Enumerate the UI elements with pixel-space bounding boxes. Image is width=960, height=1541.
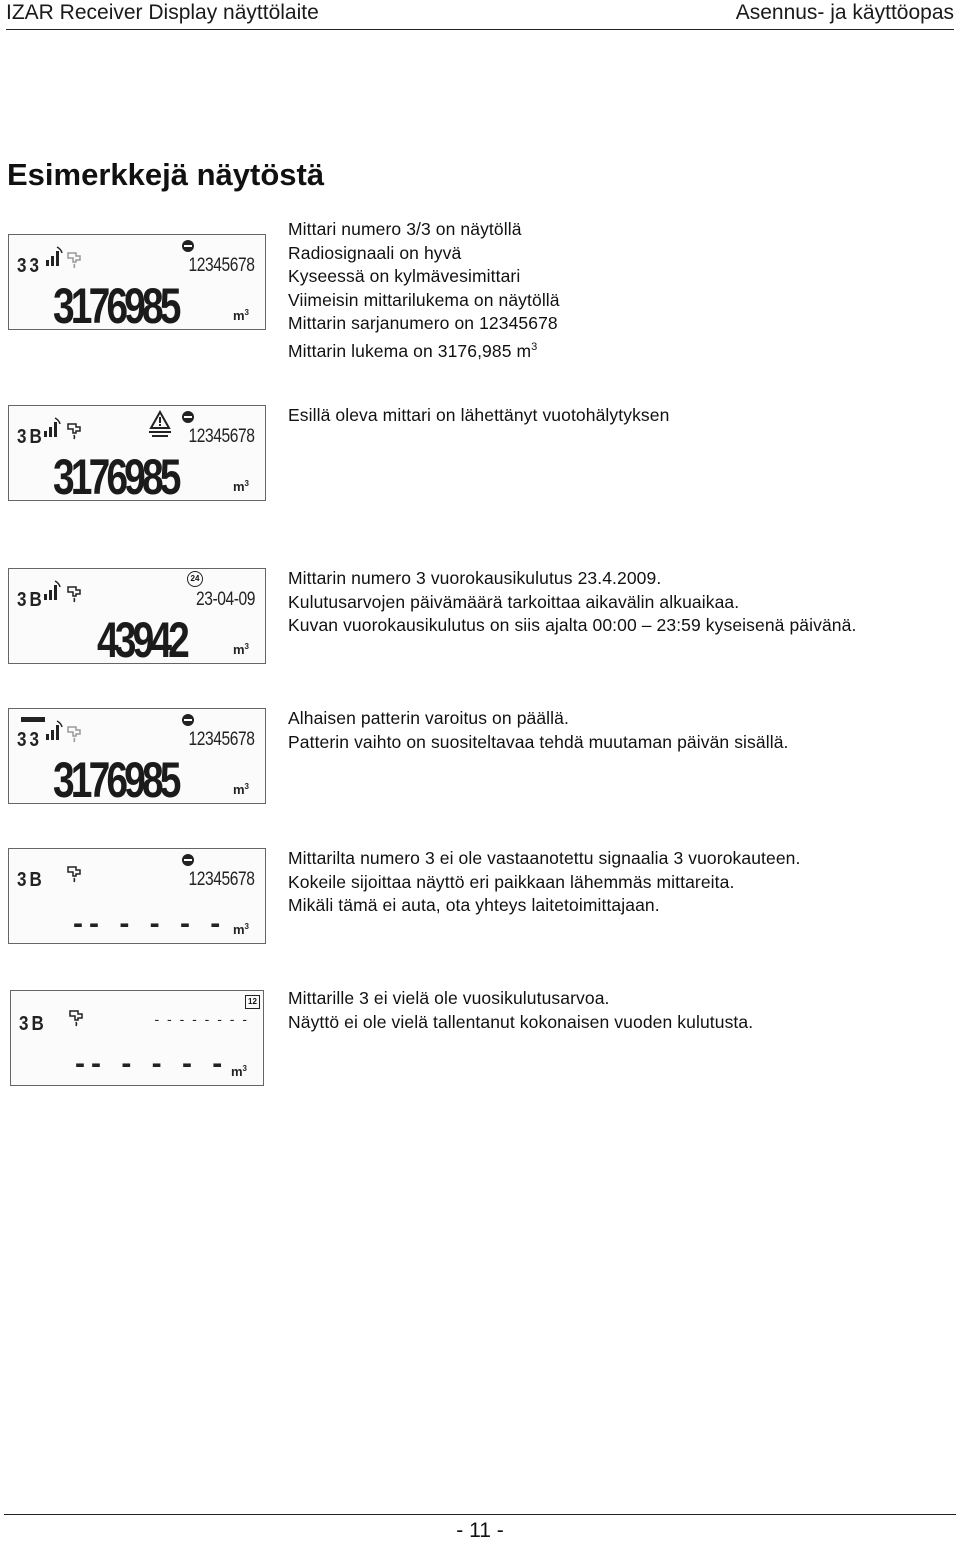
header-doc-title: IZAR Receiver Display näyttölaite <box>6 1 319 24</box>
meter-status-icon <box>181 853 195 867</box>
lcd-display-example-3 <box>8 568 266 668</box>
example-2-description <box>288 404 669 428</box>
lcd-reading: 3176985 <box>53 278 178 334</box>
lcd-serial-number: 12345678 <box>188 255 255 276</box>
header-doc-subtitle: Asennus- ja käyttöopas <box>735 1 954 24</box>
example-1-description <box>288 218 560 363</box>
desc-line: Näyttö ei ole vielä tallentanut kokonaisen vuoden kulutusta. <box>288 1011 754 1032</box>
lcd-meter-id: 3 B <box>17 426 41 448</box>
lcd-unit: $m^3$ <box>232 642 249 657</box>
lcd-serial-number: 12345678 <box>188 729 255 750</box>
example-5-description <box>288 847 800 918</box>
example-6-description <box>288 987 753 1034</box>
lcd-meter-id: 3 B <box>19 1013 43 1035</box>
page-number: - 11 - <box>456 1519 504 1541</box>
desc-line: Kyseessä on kylmävesimittari <box>288 266 521 286</box>
tap-icon <box>65 861 83 883</box>
yearly-consumption-icon: 12 <box>245 995 260 1009</box>
lcd-meter-id: 3 B <box>17 869 41 891</box>
lcd-reading: 43942 <box>97 612 186 668</box>
lcd-reading: 3176985 <box>53 449 178 505</box>
desc-line: Radiosignaali on hyvä <box>288 242 462 263</box>
signal-strong-icon <box>45 245 63 267</box>
lcd-serial-number: 12345678 <box>188 869 255 890</box>
page-title: Esimerkkejä näytöstä <box>7 157 325 192</box>
desc-line: Mittarin sarjanumero on 12345678 <box>288 313 558 333</box>
signal-strong-icon <box>43 579 61 601</box>
desc-line: Mittarin numero 3 vuorokausikulutus 23.4.2009. <box>288 568 662 588</box>
cold-tap-icon <box>65 247 83 269</box>
lcd-no-reading-dashes: -- - - - - <box>73 907 227 940</box>
example-4-description <box>288 707 789 754</box>
desc-line: Mittarin lukema on 3176,985 $m^3$ <box>288 340 538 361</box>
lcd-unit: $m^3$ <box>232 308 249 323</box>
lcd-serial-number: 12345678 <box>188 426 255 447</box>
lcd-no-reading-dashes: -- - - - - <box>75 1047 229 1080</box>
example-3-description <box>288 567 856 638</box>
lcd-unit: $m^3$ <box>232 922 249 937</box>
meter-status-icon <box>181 713 195 727</box>
lcd-meter-id: 3 B <box>17 589 41 611</box>
desc-line: Kulutusarvojen päivämäärä tarkoittaa aikavälin alkuaikaa. <box>288 591 740 612</box>
footer-divider <box>4 1514 956 1515</box>
lcd-display-example-5 <box>8 848 266 944</box>
signal-strong-icon <box>45 719 63 741</box>
lcd-no-value-dots: - - - - - - - - <box>154 1011 249 1027</box>
desc-line: Mittarilta numero 3 ei ole vastaanotettu signaalia 3 vuorokauteen. <box>288 848 801 868</box>
desc-line: Alhaisen patterin varoitus on päällä. <box>288 708 569 728</box>
desc-line: Kokeile sijoittaa näyttö eri paikkaan lähemmäs mittareita. <box>288 871 735 892</box>
lcd-reading: 3176985 <box>53 752 178 808</box>
lcd-display-example-2 <box>8 405 266 505</box>
lcd-date: 23-04-09 <box>195 589 255 610</box>
daily-consumption-icon: 24 <box>187 571 203 587</box>
signal-strong-icon <box>43 416 61 438</box>
meter-status-icon <box>181 410 195 424</box>
cold-tap-icon <box>65 721 83 743</box>
meter-status-icon <box>181 239 195 253</box>
desc-line: Viimeisin mittarilukema on näytöllä <box>288 289 560 310</box>
lcd-meter-id: 3 3 <box>17 729 39 751</box>
tap-icon <box>67 1005 85 1027</box>
lcd-display-example-6 <box>10 990 264 1086</box>
tap-icon <box>65 418 83 440</box>
lcd-display-example-1 <box>8 234 266 334</box>
desc-line: Mittari numero 3/3 on näytöllä <box>288 219 522 239</box>
lcd-unit: $m^3$ <box>230 1064 247 1079</box>
desc-line: Mikäli tämä ei auta, ota yhteys laitetoimittajaan. <box>288 895 660 915</box>
tap-icon <box>65 581 83 603</box>
page-header <box>6 0 954 30</box>
lcd-unit: $m^3$ <box>232 782 249 797</box>
low-battery-icon <box>21 717 45 722</box>
lcd-meter-id: 3 3 <box>17 255 39 277</box>
desc-line: Esillä oleva mittari on lähettänyt vuotohälytyksen <box>288 405 670 425</box>
desc-line: Patterin vaihto on suositeltavaa tehdä muutaman päivän sisällä. <box>288 731 789 752</box>
desc-line: Kuvan vuorokausikulutus on siis ajalta 00:00 – 23:59 kyseisenä päivänä. <box>288 615 857 635</box>
lcd-display-example-4 <box>8 708 266 808</box>
desc-line: Mittarille 3 ei vielä ole vuosikulutusarvoa. <box>288 988 610 1008</box>
leak-warning-icon <box>149 410 171 440</box>
lcd-unit: $m^3$ <box>232 479 249 494</box>
